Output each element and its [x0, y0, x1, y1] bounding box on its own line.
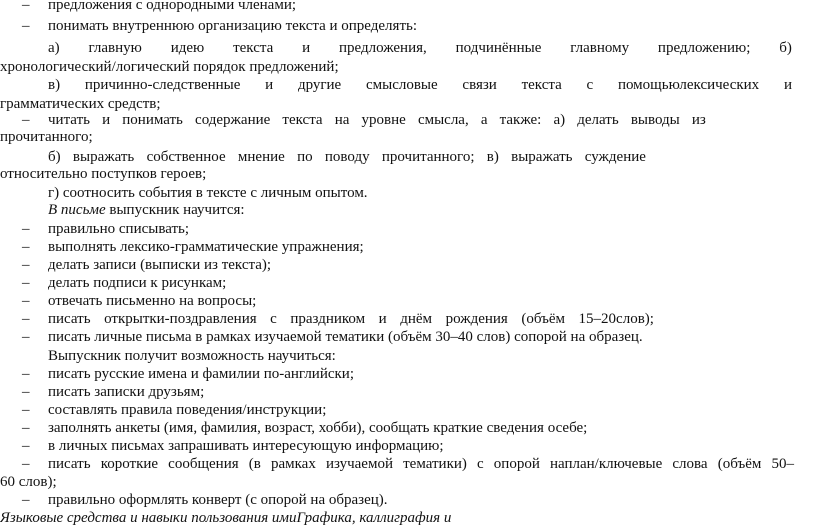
word: 50–: [771, 456, 794, 472]
word: (объём: [717, 456, 762, 472]
item-text: правильно списывать;: [48, 221, 190, 237]
list-item: [22, 455, 794, 473]
word: и: [783, 77, 792, 93]
word: поводу: [324, 149, 370, 165]
list-item: [22, 310, 654, 328]
word: писать: [48, 311, 91, 327]
list-item: [22, 401, 326, 419]
word: писать: [48, 456, 91, 472]
word: связи: [462, 77, 497, 93]
word: идею: [170, 40, 205, 56]
word: смысла,: [417, 112, 469, 128]
paragraph-line: грамматических средств;: [0, 96, 161, 112]
word: главную: [88, 40, 142, 56]
paragraph-line: относительно поступков героев;: [0, 166, 207, 182]
dash-marker: –: [22, 112, 30, 128]
item-text: [48, 111, 706, 129]
dash-marker: –: [22, 275, 30, 291]
word: понимать: [122, 112, 183, 128]
paragraph-line: г) соотносить события в тексте с личным опытом.: [48, 185, 368, 201]
item-text: заполнять анкеты (имя, фамилия, возраст, хобби), сообщать краткие сведения осебе;: [48, 420, 588, 436]
word: предложения,: [338, 40, 427, 56]
word: в): [486, 149, 499, 165]
paragraph-line: прочитанного;: [0, 129, 93, 145]
word: на: [334, 112, 350, 128]
word: текста: [233, 40, 274, 56]
item-text: писать записки друзьям;: [48, 384, 205, 400]
item-text: [48, 455, 794, 473]
word: и: [302, 40, 311, 56]
word: 15–20слов);: [578, 311, 654, 327]
list-item: [22, 111, 706, 129]
word: главному: [570, 40, 630, 56]
word: опорой: [493, 456, 540, 472]
word: б): [48, 149, 61, 165]
word: прочитанного;: [381, 149, 475, 165]
dash-marker: –: [22, 239, 30, 255]
word: текста: [521, 77, 562, 93]
dash-marker: –: [22, 456, 30, 472]
word: тематики): [403, 456, 467, 472]
section-heading: [48, 201, 245, 219]
word: днём: [400, 311, 433, 327]
word: а): [48, 40, 60, 56]
item-text: правильно оформлять конверт (с опорой на образец).: [48, 492, 388, 508]
word: другие: [297, 77, 342, 93]
word: и: [378, 311, 387, 327]
dash-marker: –: [22, 402, 30, 418]
word: наплан/ключевые: [549, 456, 663, 472]
paragraph-line: 60 слов);: [0, 474, 57, 490]
word: предложению;: [657, 40, 751, 56]
item-text: писать русские имена и фамилии по-английски;: [48, 366, 355, 382]
word: выводы: [630, 112, 680, 128]
list-item: [22, 491, 388, 509]
list-item: [22, 17, 417, 35]
word: сообщения: [168, 456, 239, 472]
word: открытки-поздравления: [104, 311, 257, 327]
word: содержание: [195, 112, 271, 128]
paragraph-line: [48, 39, 792, 57]
dash-marker: –: [22, 18, 30, 34]
word: собственное: [146, 149, 226, 165]
list-item: [22, 238, 364, 256]
word: причинно-следственные: [84, 77, 241, 93]
word: с: [270, 311, 277, 327]
dash-marker: –: [22, 438, 30, 454]
item-text: делать подписи к рисункам;: [48, 275, 227, 291]
dash-marker: –: [22, 329, 30, 345]
word: слова: [672, 456, 708, 472]
paragraph-line: хронологический/логический порядок предложений;: [0, 59, 339, 75]
word: (в: [248, 456, 261, 472]
item-text: отвечать письменно на вопросы;: [48, 293, 257, 309]
heading-rest: выпускник научится:: [105, 202, 245, 218]
list-item: [22, 328, 643, 346]
list-item: [22, 274, 226, 292]
word: мнение: [237, 149, 285, 165]
list-item: [22, 220, 189, 238]
word: по: [297, 149, 313, 165]
dash-marker: –: [22, 311, 30, 327]
dash-marker: –: [22, 257, 30, 273]
paragraph-line: [48, 76, 792, 94]
dash-marker: –: [22, 366, 30, 382]
section-heading: Языковые средства и навыки пользования имиГрафика, каллиграфия и: [0, 510, 452, 526]
list-item: [22, 256, 271, 274]
dash-marker: –: [22, 293, 30, 309]
word: помощьюлексических: [617, 77, 760, 93]
list-item: [22, 383, 204, 401]
word: выражать: [72, 149, 135, 165]
word: выражать: [511, 149, 573, 165]
word: делать: [577, 112, 619, 128]
paragraph-line: [48, 148, 646, 166]
word: с: [586, 77, 594, 93]
item-text: в личных письмах запрашивать интересующую информацию;: [48, 438, 444, 454]
word: с: [477, 456, 484, 472]
word: рождения: [445, 311, 508, 327]
list-item: [22, 292, 256, 310]
word: подчинённые: [455, 40, 542, 56]
section-heading: Выпускник получит возможность научиться:: [48, 348, 336, 364]
word: и: [102, 112, 111, 128]
word: короткие: [100, 456, 159, 472]
dash-marker: –: [22, 420, 30, 436]
word: и: [265, 77, 274, 93]
word: уровне: [361, 112, 406, 128]
word: смысловые: [365, 77, 438, 93]
word: из: [691, 112, 706, 128]
list-item: [22, 0, 296, 14]
word: текста: [282, 112, 323, 128]
word: читать: [48, 112, 90, 128]
word: а): [553, 112, 566, 128]
word: а: [480, 112, 488, 128]
word: (объём: [521, 311, 566, 327]
word: в): [48, 77, 61, 93]
list-item: [22, 419, 587, 437]
list-item: [22, 437, 444, 455]
item-text: писать личные письма в рамках изучаемой тематики (объём 30–40 слов) сопорой на образец.: [48, 329, 643, 345]
item-text: понимать внутреннюю организацию текста и определять:: [48, 18, 418, 34]
item-text: [48, 310, 654, 328]
list-item: [22, 365, 354, 383]
word: праздником: [290, 311, 366, 327]
item-text: составлять правила поведения/инструкции;: [48, 402, 327, 418]
item-text: выполнять лексико-грамматические упражнения;: [48, 239, 364, 255]
dash-marker: –: [22, 0, 30, 13]
word: суждение: [584, 149, 646, 165]
word: изучаемой: [325, 456, 393, 472]
dash-marker: –: [22, 492, 30, 508]
word: рамках: [270, 456, 316, 472]
item-text: делать записи (выписки из текста);: [48, 257, 272, 273]
italic-term: В письме: [48, 202, 106, 218]
dash-marker: –: [22, 384, 30, 400]
item-text: предложения с однородными членами;: [48, 0, 297, 13]
word: также:: [499, 112, 542, 128]
word: б): [779, 40, 792, 56]
dash-marker: –: [22, 221, 30, 237]
